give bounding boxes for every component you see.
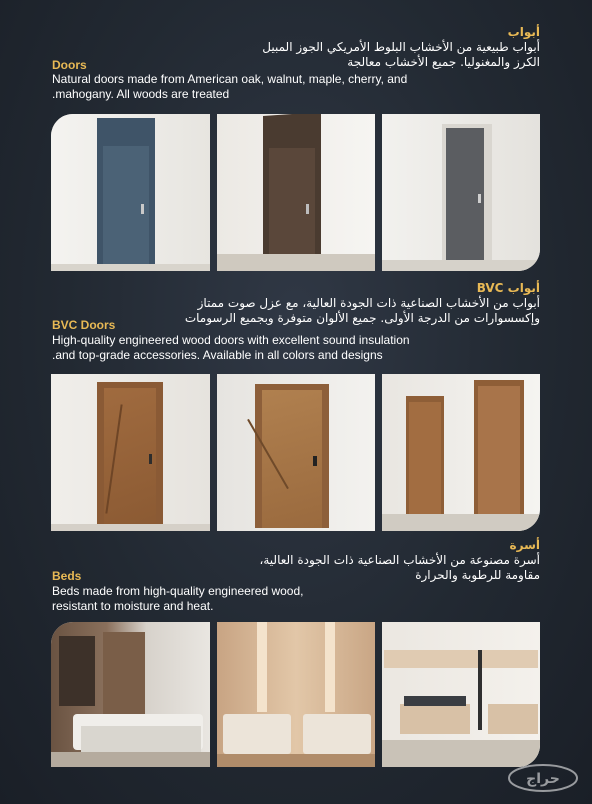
bvc-door-photo-3 bbox=[382, 374, 540, 531]
bvc-arabic-title: أبواب BVC bbox=[476, 281, 540, 295]
bed-photo-3 bbox=[382, 622, 540, 767]
svg-text:حراج: حراج bbox=[526, 771, 560, 787]
bvc-arabic-line-2: وإكسسوارات من الدرجة الأولى. جميع الألوان متوفرة وبجميع الرسومات bbox=[184, 311, 540, 325]
beds-english-title: Beds bbox=[52, 569, 82, 583]
door-photo-blue bbox=[51, 114, 210, 271]
doors-arabic-line-1: أبواب طبيعية من الأخشاب البلوط الأمريكي الجوز المبيل bbox=[262, 40, 540, 54]
doors-english-line-1: Natural doors made from American oak, walnut, maple, cherry, and bbox=[52, 72, 408, 86]
beds-english-line-2: resistant to moisture and heat. bbox=[52, 599, 214, 613]
doors-arabic-title: أبواب bbox=[507, 25, 540, 39]
bvc-door-photo-2 bbox=[217, 374, 375, 531]
doors-english-line-2: .mahogany. All woods are treated bbox=[52, 87, 230, 101]
haraj-logo-icon bbox=[508, 764, 578, 792]
doors-arabic-line-2: الكرز والمغنوليا. جميع الأخشاب معالجة bbox=[347, 55, 540, 69]
bed-photo-2 bbox=[217, 622, 375, 767]
bvc-arabic-line-1: أبواب من الأخشاب الصناعية ذات الجودة العالية، مع عزل صوت ممتاز bbox=[197, 296, 540, 310]
beds-english-line-1: Beds made from high-quality engineered wood, bbox=[52, 584, 304, 598]
bvc-english-title: BVC Doors bbox=[52, 318, 116, 332]
bvc-english-line-2: .and top-grade accessories. Available in all colors and designs bbox=[52, 348, 383, 362]
bvc-door-photo-1 bbox=[51, 374, 210, 531]
beds-arabic-line-1: أسرة مصنوعة من الأخشاب الصناعية ذات الجودة العالية، bbox=[259, 553, 540, 567]
haraj-watermark bbox=[508, 764, 578, 796]
door-photo-grey bbox=[382, 114, 540, 271]
beds-arabic-line-2: مقاومة للرطوبة والحرارة bbox=[415, 568, 540, 582]
bed-photo-1 bbox=[51, 622, 210, 767]
doors-english-title: Doors bbox=[52, 58, 87, 72]
door-photo-walnut bbox=[217, 114, 375, 271]
beds-arabic-title: أسرة bbox=[509, 538, 540, 552]
bvc-english-line-1: High-quality engineered wood doors with excellent sound insulation bbox=[52, 333, 410, 347]
